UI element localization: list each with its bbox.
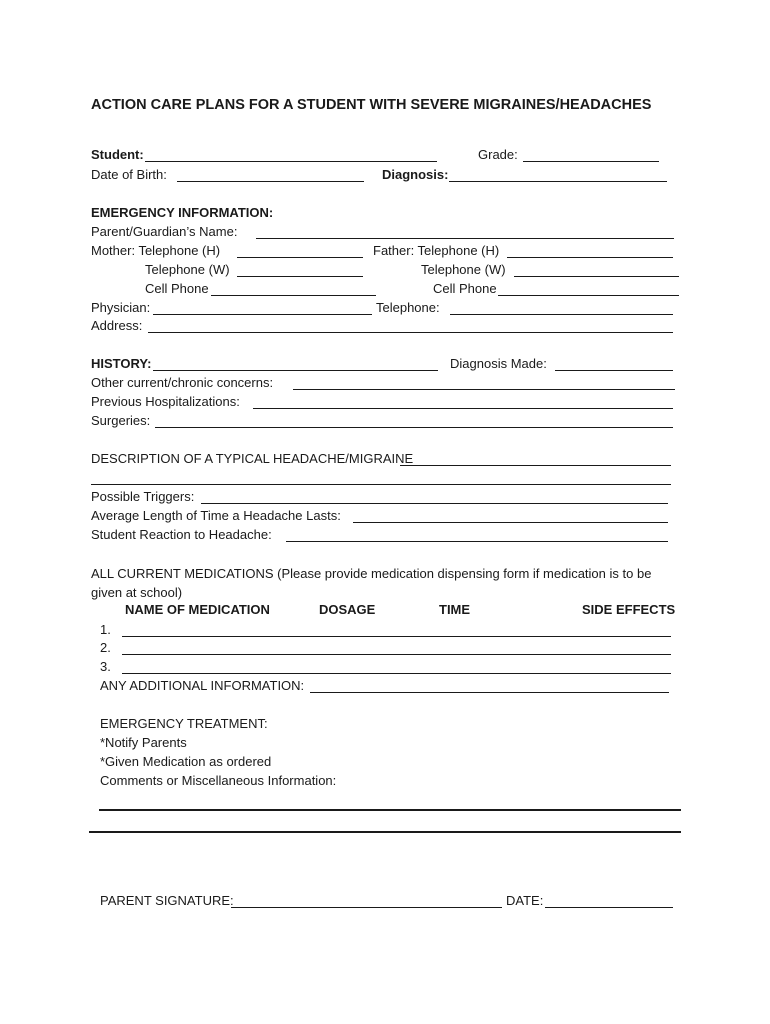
student-label: Student: [91, 147, 144, 162]
medication-row-field[interactable] [122, 654, 671, 655]
parent-signature-field[interactable] [231, 907, 502, 908]
comments-field-line-2[interactable] [89, 831, 681, 833]
dob-label: Date of Birth: [91, 167, 167, 182]
medication-row-field[interactable] [122, 636, 671, 637]
triggers-field[interactable] [201, 503, 668, 504]
medication-row-number: 2. [100, 640, 111, 655]
diagnosis-field[interactable] [449, 181, 667, 182]
length-label: Average Length of Time a Headache Lasts: [91, 508, 341, 523]
surgeries-label: Surgeries: [91, 413, 151, 428]
guardian-field[interactable] [256, 238, 674, 239]
mother-phone-w-field[interactable] [237, 276, 363, 277]
concerns-label: Other current/chronic concerns: [91, 375, 274, 390]
history-heading: HISTORY: [91, 356, 152, 371]
father-phone-w-field[interactable] [514, 276, 679, 277]
treatment-heading: EMERGENCY TREATMENT: [100, 716, 268, 731]
physician-phone-label: Telephone: [376, 300, 440, 315]
dob-field[interactable] [177, 181, 364, 182]
history-field[interactable] [153, 370, 438, 371]
length-field[interactable] [353, 522, 668, 523]
father-cell-field[interactable] [498, 295, 679, 296]
column-side-effects: SIDE EFFECTS [582, 602, 676, 617]
column-dosage: DOSAGE [319, 602, 376, 617]
mother-phone-h-field[interactable] [237, 257, 363, 258]
grade-label: Grade: [478, 147, 518, 162]
reaction-field[interactable] [286, 541, 668, 542]
parent-signature-label: PARENT SIGNATURE: [100, 893, 234, 908]
father-cell-label: Cell Phone [433, 281, 497, 296]
father-phone-w-label: Telephone (W) [421, 262, 506, 277]
page-title: ACTION CARE PLANS FOR A STUDENT WITH SEVERE MIGRAINES/HEADACHES [91, 97, 652, 113]
diagnosis-label: Diagnosis: [382, 167, 449, 182]
additional-info-label: ANY ADDITIONAL INFORMATION: [100, 678, 305, 693]
medication-row-number: 1. [100, 622, 111, 637]
medication-row-number: 3. [100, 659, 111, 674]
address-label: Address: [91, 318, 143, 333]
diagnosis-made-label: Diagnosis Made: [450, 356, 547, 371]
treatment-item: *Notify Parents [100, 735, 187, 750]
column-name-of-medication: NAME OF MEDICATION [125, 602, 270, 617]
mother-phone-w-label: Telephone (W) [145, 262, 230, 277]
diagnosis-made-field[interactable] [555, 370, 673, 371]
student-name-field[interactable] [145, 161, 437, 162]
surgeries-field[interactable] [155, 427, 673, 428]
address-field[interactable] [148, 332, 673, 333]
description-field[interactable] [400, 465, 671, 466]
father-phone-h-label: Father: Telephone (H) [373, 243, 500, 258]
physician-phone-field[interactable] [450, 314, 673, 315]
mother-cell-field[interactable] [211, 295, 376, 296]
medication-row-field[interactable] [122, 673, 671, 674]
medications-intro: ALL CURRENT MEDICATIONS (Please provide medication dispensing form if medication is to be given at school) [91, 566, 652, 600]
date-label: DATE: [506, 893, 544, 908]
hospitalizations-label: Previous Hospitalizations: [91, 394, 240, 409]
treatment-item: *Given Medication as ordered [100, 754, 272, 769]
comments-label: Comments or Miscellaneous Information: [100, 773, 337, 788]
triggers-label: Possible Triggers: [91, 489, 195, 504]
mother-cell-label: Cell Phone [145, 281, 209, 296]
column-time: TIME [439, 602, 471, 617]
concerns-field[interactable] [293, 389, 675, 390]
emergency-heading: EMERGENCY INFORMATION: [91, 205, 274, 220]
description-heading: DESCRIPTION OF A TYPICAL HEADACHE/MIGRAINE [91, 451, 414, 466]
mother-phone-h-label: Mother: Telephone (H) [91, 243, 221, 258]
grade-field[interactable] [523, 161, 659, 162]
description-field-line-2[interactable] [91, 484, 671, 485]
additional-info-field[interactable] [310, 692, 669, 693]
guardian-label: Parent/Guardian’s Name: [91, 224, 238, 239]
physician-label: Physician: [91, 300, 151, 315]
physician-field[interactable] [153, 314, 372, 315]
father-phone-h-field[interactable] [507, 257, 673, 258]
hospitalizations-field[interactable] [253, 408, 673, 409]
reaction-label: Student Reaction to Headache: [91, 527, 272, 542]
date-field[interactable] [545, 907, 673, 908]
comments-field[interactable] [99, 809, 681, 811]
